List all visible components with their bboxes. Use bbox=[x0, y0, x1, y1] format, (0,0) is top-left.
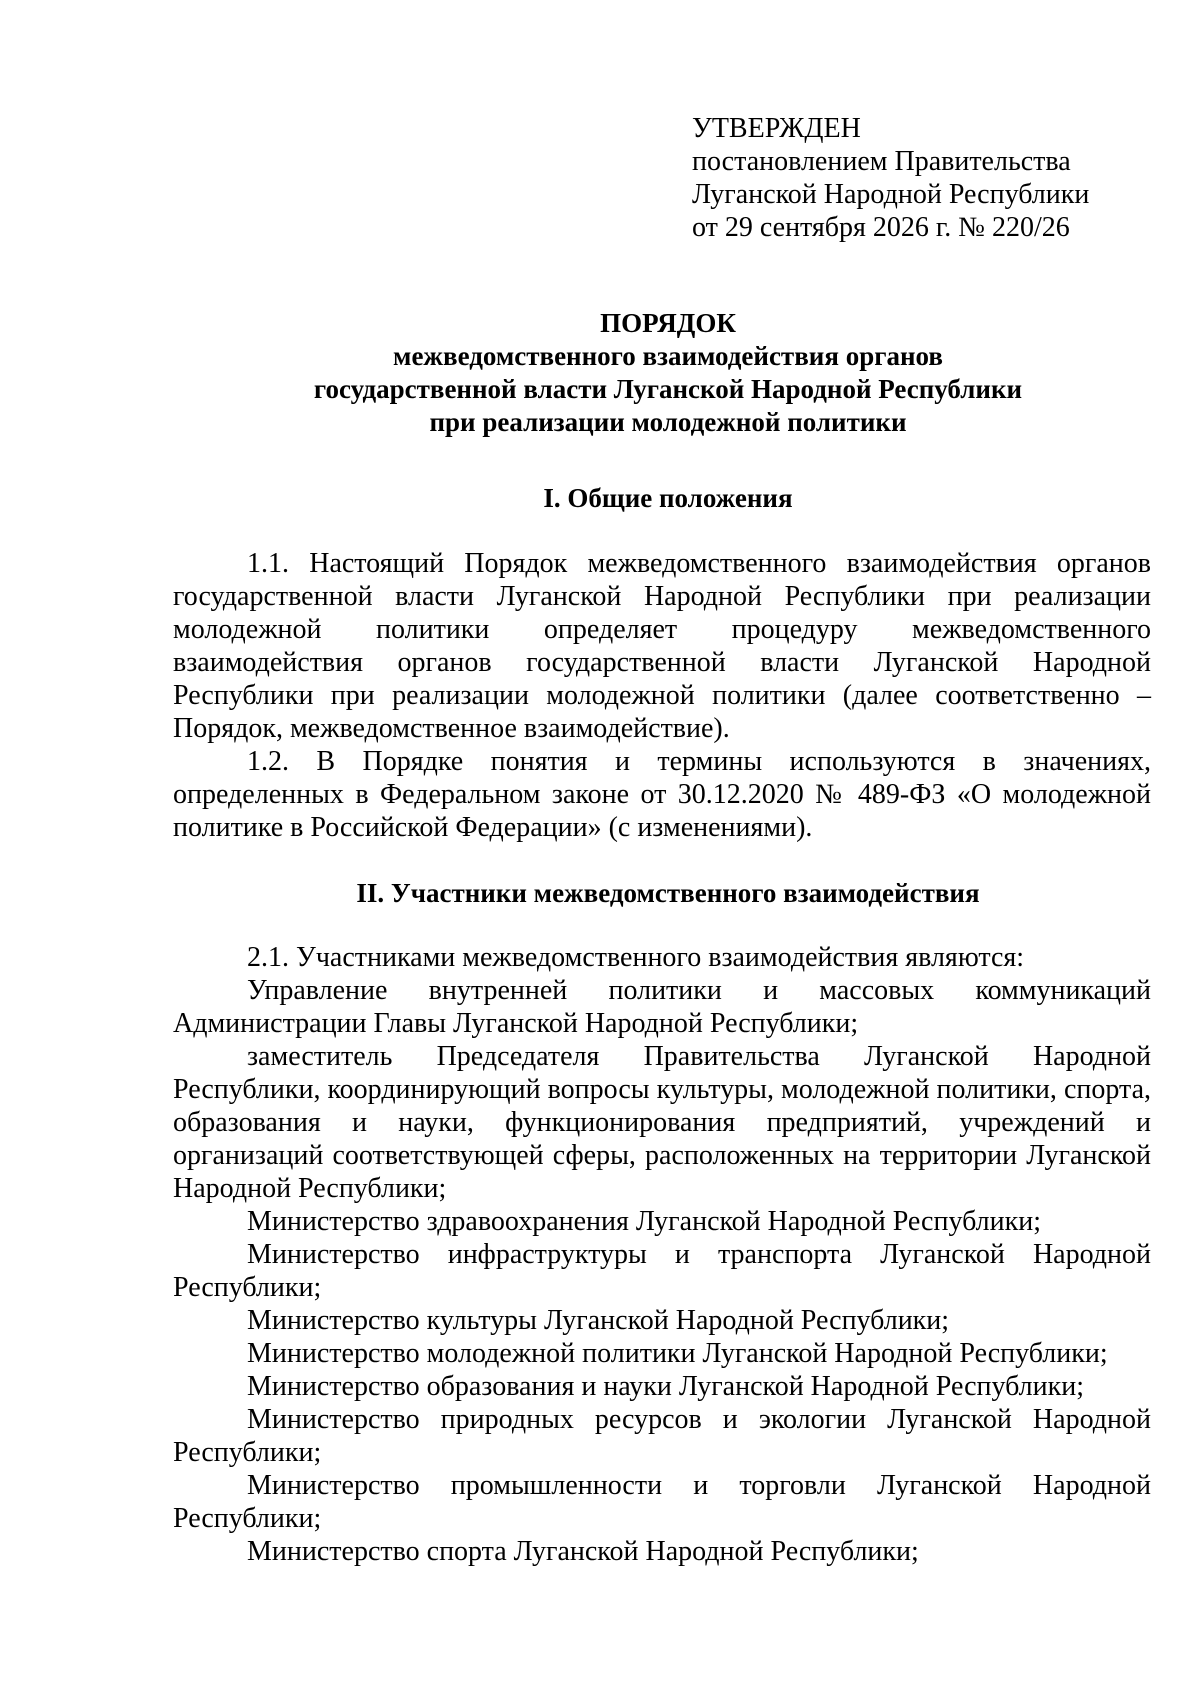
paragraph-2-1-intro: 2.1. Участниками межведомственного взаимодействия являются: bbox=[247, 942, 1025, 973]
participant-item: Министерство инфраструктуры и транспорта Луганской Народной Республики; bbox=[173, 1239, 1151, 1303]
section-2-heading: II. Участники межведомственного взаимодействия bbox=[356, 878, 980, 908]
approval-line-date-number: от 29 сентября 2026 г. № 220/26 bbox=[692, 212, 1070, 243]
approval-line-resolution: постановлением Правительства bbox=[692, 146, 1071, 177]
paragraph-1-2: 1.2. В Порядке понятия и термины используются в значениях, определенных в Федеральном законе от 30.12.2020 № 489-ФЗ «О молодежной политике в Российской Федерации» (с изменениями). bbox=[173, 746, 1151, 843]
participant-item: Министерство культуры Луганской Народной Республики; bbox=[247, 1305, 950, 1336]
participant-item: Министерство молодежной политики Луганской Народной Республики; bbox=[247, 1338, 1108, 1369]
participant-item: Министерство природных ресурсов и экологии Луганской Народной Республики; bbox=[173, 1404, 1151, 1468]
approval-line-approved: УТВЕРЖДЕН bbox=[692, 113, 861, 144]
title-line-4: при реализации молодежной политики bbox=[429, 407, 907, 437]
participant-item: Управление внутренней политики и массовых коммуникаций Администрации Главы Луганской Народной Республики; bbox=[173, 975, 1151, 1039]
approval-line-republic: Луганской Народной Республики bbox=[692, 179, 1090, 210]
paragraph-1-1: 1.1. Настоящий Порядок межведомственного взаимодействия органов государственной власти Луганской Народной Республики при реализации молодежной политики определяет процедуру межведомственного взаимодействия органов государственной власти Луганской Народной Республики при реализации молодежной политики (далее соответственно – Порядок, межведомственное взаимодействие). bbox=[173, 548, 1151, 744]
section-1-body bbox=[173, 547, 1151, 844]
section-1-heading: I. Общие положения bbox=[543, 483, 793, 513]
section-2-body bbox=[173, 941, 1151, 1568]
participant-item: Министерство образования и науки Луганской Народной Республики; bbox=[247, 1371, 1084, 1402]
participant-item: Министерство здравоохранения Луганской Народной Республики; bbox=[247, 1206, 1041, 1237]
document-title bbox=[0, 307, 1200, 439]
participant-item: Министерство промышленности и торговли Луганской Народной Республики; bbox=[173, 1470, 1151, 1534]
approval-stamp bbox=[692, 112, 1089, 244]
participant-item: заместитель Председателя Правительства Луганской Народной Республики, координирующий вопросы культуры, молодежной политики, спорта, образования и науки, функционирования предприятий, учреждений и организаций соответствующей сферы, расположенных на территории Луганской Народной Республики; bbox=[173, 1041, 1151, 1204]
title-line-3: государственной власти Луганской Народной Республики bbox=[313, 374, 1023, 404]
participant-item: Министерство спорта Луганской Народной Республики; bbox=[247, 1536, 919, 1567]
title-line-2: межведомственного взаимодействия органов bbox=[393, 341, 943, 371]
title-line-1: ПОРЯДОК bbox=[600, 308, 736, 338]
